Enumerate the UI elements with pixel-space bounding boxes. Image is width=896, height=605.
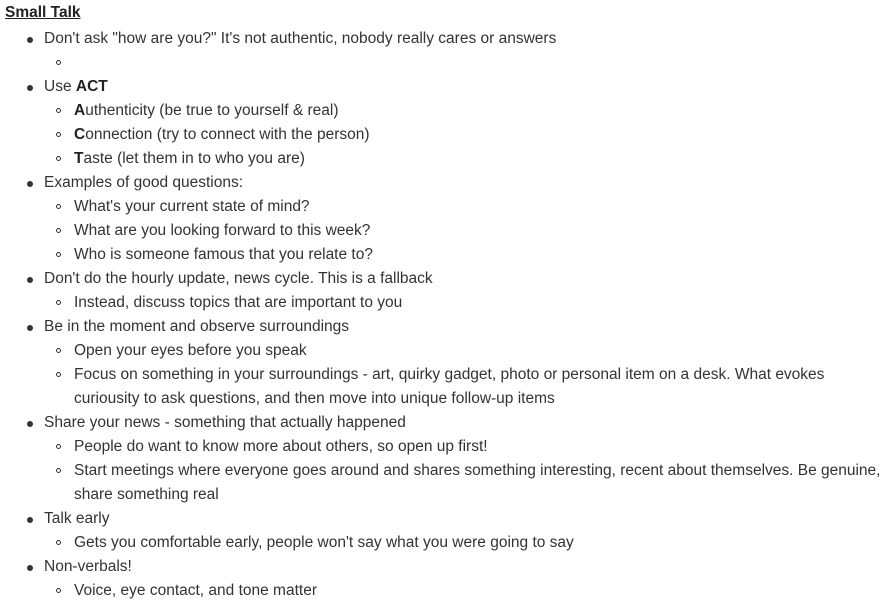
bullet-icon — [27, 277, 33, 283]
list-item — [5, 315, 896, 411]
sub-list-item — [44, 363, 896, 411]
sub-list-item-text: Voice, eye contact, and tone matter — [74, 582, 317, 599]
sub-list-item-text: uthenticity (be true to yourself & real) — [85, 102, 339, 119]
sub-list-item-text: onnection (try to connect with the person) — [85, 126, 370, 143]
circle-bullet-icon — [56, 300, 61, 305]
sub-list — [44, 579, 896, 603]
sub-list-item — [44, 147, 896, 171]
sub-list-item — [44, 123, 896, 147]
bullet-icon — [27, 565, 33, 571]
sub-list — [44, 291, 896, 315]
sub-list-item — [44, 531, 896, 555]
acronym-letter: C — [74, 126, 86, 143]
sub-list-item-text: Instead, discuss topics that are important to you — [74, 294, 403, 311]
acronym-letter: A — [74, 102, 86, 119]
sub-list — [44, 51, 896, 75]
circle-bullet-icon — [56, 540, 61, 545]
sub-list-item — [44, 243, 896, 267]
sub-list-item-text: Gets you comfortable early, people won't say what you were going to say — [74, 534, 574, 551]
sub-list-item — [44, 339, 896, 363]
list-item — [5, 27, 896, 75]
sub-list — [44, 195, 896, 267]
sub-list-item — [44, 219, 896, 243]
circle-bullet-icon — [56, 228, 61, 233]
list-item — [5, 507, 896, 555]
sub-list-item-text: Open your eyes before you speak — [74, 342, 307, 359]
sub-list-item-text: Who is someone famous that you relate to? — [74, 246, 373, 263]
bullet-icon — [27, 325, 33, 331]
sub-list — [44, 435, 896, 507]
circle-bullet-icon — [56, 204, 61, 209]
acronym-letter: T — [74, 150, 84, 167]
page-title: Small Talk — [5, 4, 81, 21]
list-item — [5, 555, 896, 603]
bullet-icon — [27, 181, 33, 187]
sub-list — [44, 339, 896, 411]
list-item-bold: ACT — [75, 78, 108, 95]
circle-bullet-icon — [56, 156, 61, 161]
circle-bullet-icon — [56, 60, 61, 65]
circle-bullet-icon — [56, 468, 61, 473]
list-item-text: Share your news - something that actually happened — [44, 414, 406, 431]
circle-bullet-icon — [56, 132, 61, 137]
bullet-icon — [27, 85, 33, 91]
sub-list-item — [44, 51, 896, 75]
circle-bullet-icon — [56, 372, 61, 377]
circle-bullet-icon — [56, 348, 61, 353]
circle-bullet-icon — [56, 108, 61, 113]
sub-list-item — [44, 459, 896, 507]
sub-list-item-text: What's your current state of mind? — [74, 198, 310, 215]
sub-list-item-text: Start meetings where everyone goes around and shares something interesting, recent about themselves. Be genuine, share something real — [74, 462, 881, 503]
list-item — [5, 411, 896, 507]
outline-list — [5, 27, 896, 603]
sub-list-item-text: aste (let them in to who you are) — [83, 150, 305, 167]
list-item-text: Be in the moment and observe surroundings — [44, 318, 350, 335]
list-item-text: Non-verbals! — [44, 558, 132, 575]
circle-bullet-icon — [56, 588, 61, 593]
list-item-text: Talk early — [44, 510, 110, 527]
circle-bullet-icon — [56, 252, 61, 257]
sub-list — [44, 99, 896, 171]
list-item-prefix: Use — [44, 78, 76, 95]
sub-list-item — [44, 195, 896, 219]
sub-list-item — [44, 291, 896, 315]
bullet-icon — [27, 37, 33, 43]
sub-list-item — [44, 579, 896, 603]
list-item-text: Don't ask "how are you?" It's not authentic, nobody really cares or answers — [44, 30, 557, 47]
list-item — [5, 171, 896, 267]
sub-list-item-text: People do want to know more about others, so open up first! — [74, 438, 488, 455]
sub-list-item — [44, 435, 896, 459]
bullet-icon — [27, 517, 33, 523]
sub-list-item-text: Focus on something in your surroundings - art, quirky gadget, photo or personal item on a desk. What evokes curiousity to ask questions, and then move into unique follow-up items — [74, 366, 825, 407]
sub-list-item-text: What are you looking forward to this week? — [74, 222, 371, 239]
sub-list — [44, 531, 896, 555]
list-item-text: Don't do the hourly update, news cycle. This is a fallback — [44, 270, 433, 287]
list-item-text: Examples of good questions: — [44, 174, 244, 191]
circle-bullet-icon — [56, 444, 61, 449]
sub-list-item — [44, 99, 896, 123]
list-item — [5, 75, 896, 171]
list-item — [5, 267, 896, 315]
bullet-icon — [27, 421, 33, 427]
